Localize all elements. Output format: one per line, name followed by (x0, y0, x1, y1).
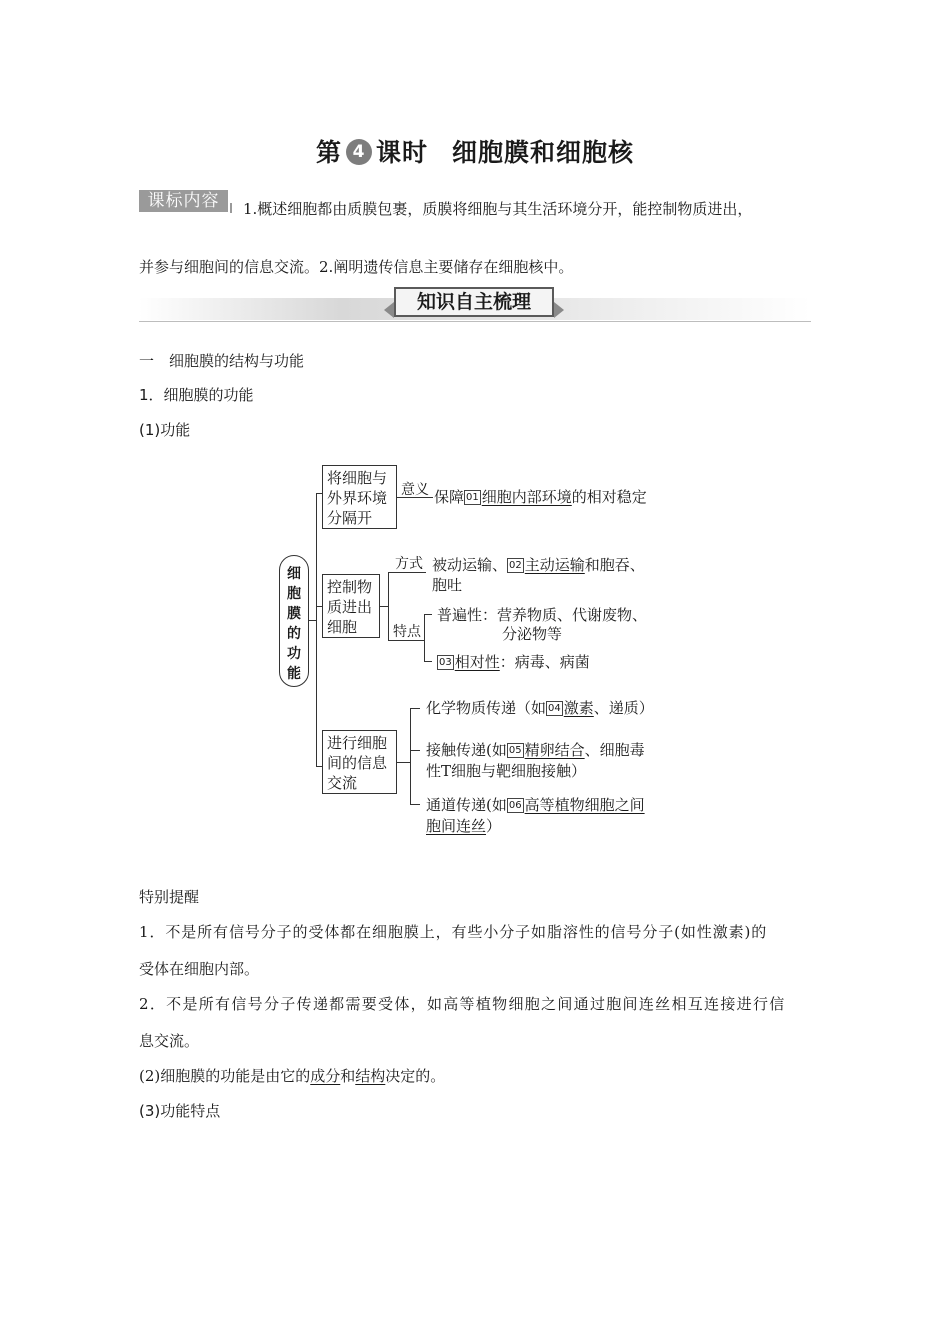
reminder-p1-line1: 1．不是所有信号分子的受体都在细胞膜上，有些小分子如脂溶性的信号分子(如性激素)的 (139, 923, 768, 941)
channel-text-line2 (426, 817, 501, 836)
text-suffix: 的相对稳定 (571, 488, 647, 506)
heading-membrane-function: 1．细胞膜的功能 (139, 386, 254, 404)
root-char: 膜 (287, 606, 301, 622)
root-char: 功 (287, 646, 301, 662)
contact-text-line2: 性T细胞与靶细胞接触） (426, 762, 587, 780)
chem-text (426, 699, 654, 718)
root-char: 能 (287, 666, 301, 682)
relative-text (437, 653, 590, 672)
standards-label: 课标内容 (139, 190, 228, 212)
page-title (0, 133, 950, 169)
standards-line1: 1.概述细胞都由质膜包裹，质膜将细胞与其生活环境分开，能控制物质进出， (243, 200, 753, 218)
answer-blank: 高等植物细胞之间 (524, 796, 645, 814)
answer-number: 04 (548, 703, 561, 714)
section-tab-right (554, 302, 564, 318)
text-prefix: (2)细胞膜的功能是由它的 (139, 1067, 311, 1085)
root-char: 胞 (287, 586, 301, 602)
answer-blank: 精卵结合 (524, 741, 585, 759)
reminder-p1-line2: 受体在细胞内部。 (139, 960, 260, 978)
answer-blank: 结构 (355, 1067, 386, 1085)
reminder-title: 特别提醒 (139, 888, 200, 906)
point2-text (139, 1065, 445, 1086)
title-name: 细胞膜和细胞核 (452, 138, 635, 167)
text-suffix: ） (486, 817, 502, 835)
label-meaning: 意义 (401, 482, 429, 498)
text-suffix: 、细胞毒 (584, 741, 645, 759)
text-middle: 和 (340, 1067, 356, 1085)
universal-text-line2: 分泌物等 (502, 625, 563, 643)
mode-text-line2: 胞吐 (432, 576, 463, 594)
text-prefix: 通道传递(如 (426, 796, 507, 814)
connector (410, 750, 420, 751)
connector (424, 661, 432, 662)
title-suffix: 课时 (375, 138, 428, 167)
answer-blank: 相对性 (454, 653, 500, 671)
contact-text (426, 741, 645, 760)
mode-text (432, 556, 645, 575)
root-char: 细 (287, 566, 301, 582)
answer-number: 03 (439, 657, 452, 668)
connector (424, 614, 425, 662)
title-prefix: 第 (315, 138, 342, 167)
text-suffix: 和胞吞、 (584, 556, 645, 574)
connector (397, 762, 411, 763)
label-feature: 特点 (393, 624, 421, 640)
text-prefix: 化学物质传递（如 (426, 699, 547, 717)
connector (388, 572, 389, 640)
branch-separate-box: 将细胞与外界环境分隔开 (322, 465, 397, 529)
connector (410, 804, 420, 805)
connector (424, 614, 432, 615)
answer-blank: 主动运输 (524, 556, 585, 574)
connector (410, 708, 420, 709)
text-prefix: 接触传递(如 (426, 741, 507, 759)
answer-number: 06 (508, 800, 522, 811)
branch1-text (434, 488, 647, 507)
reminder-p2-line2: 息交流。 (139, 1032, 200, 1050)
reminder-p2-line1: 2．不是所有信号分子传递都需要受体，如高等植物细胞之间通过胞间连丝相互连接进行信 (139, 995, 786, 1013)
diagram-root (279, 555, 309, 687)
answer-number: 01 (466, 492, 479, 503)
label-mode: 方式 (395, 556, 423, 572)
answer-number: 05 (508, 745, 522, 756)
text-suffix: 决定的。 (385, 1067, 446, 1085)
lesson-number-badge: 4 (346, 139, 372, 165)
text-suffix: 、递质） (593, 699, 654, 717)
answer-number: 02 (509, 560, 522, 571)
root-char: 的 (287, 626, 301, 642)
section-header: 知识自主梳理 (394, 287, 554, 317)
answer-blank: 细胞内部环境 (481, 488, 572, 506)
universal-text: 普遍性：营养物质、代谢废物、 (437, 606, 648, 624)
branch-signal-box: 进行细胞间的信息交流 (322, 730, 397, 794)
branch-control-box: 控制物质进出细胞 (322, 574, 380, 638)
answer-blank: 成分 (310, 1067, 341, 1085)
connector (316, 493, 317, 767)
channel-text (426, 796, 645, 815)
section-tab-left (384, 302, 394, 318)
standards-line2: 并参与细胞间的信息交流。2.阐明遗传信息主要储存在细胞核中。 (139, 258, 574, 276)
section-divider (139, 321, 811, 322)
point3-heading: (3)功能特点 (139, 1102, 221, 1120)
standards-label-bar (230, 203, 232, 213)
answer-blank: 激素 (563, 699, 594, 717)
text-suffix: ：病毒、病菌 (499, 653, 590, 671)
connector (410, 708, 411, 804)
text-prefix: 保障 (434, 488, 465, 506)
heading-structure-function: 一 细胞膜的结构与功能 (139, 352, 305, 370)
text-prefix: 被动运输、 (432, 556, 508, 574)
heading-function: (1)功能 (139, 421, 191, 439)
answer-blank: 胞间连丝 (426, 817, 487, 835)
